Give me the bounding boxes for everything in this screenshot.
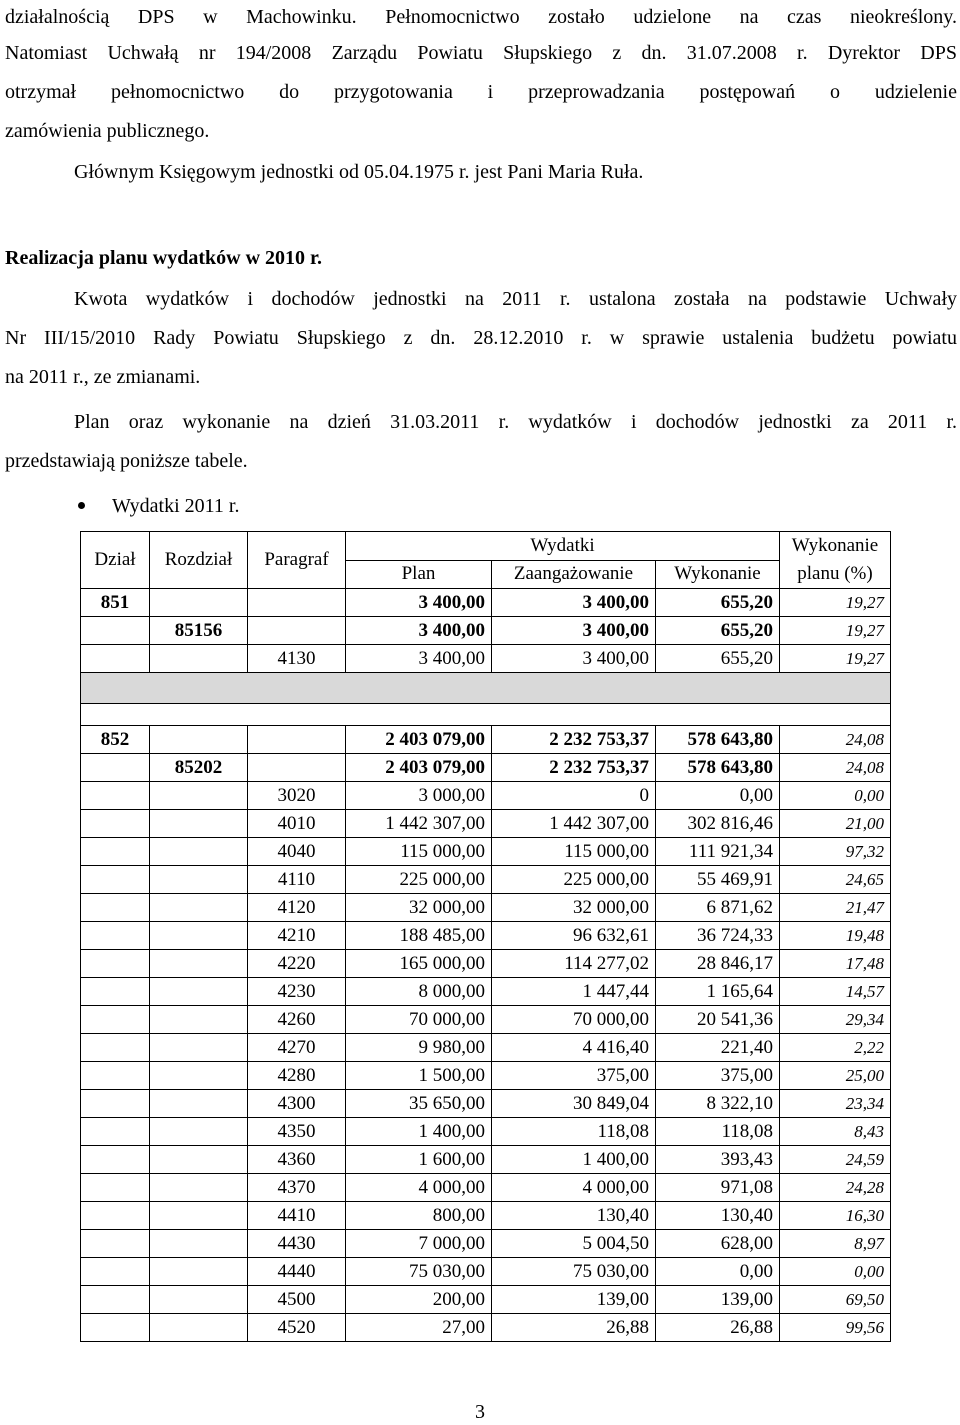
cell-dzial	[81, 810, 150, 838]
cell-procent: 21,00	[780, 810, 891, 838]
cell-procent: 99,56	[780, 1314, 891, 1342]
cell-procent: 8,43	[780, 1118, 891, 1146]
cell-dzial	[81, 1230, 150, 1258]
cell-zaangazowanie: 115 000,00	[492, 838, 656, 866]
cell-wykonanie: 28 846,17	[656, 950, 780, 978]
cell-plan: 115 000,00	[346, 838, 492, 866]
cell-wykonanie: 655,20	[656, 589, 780, 617]
cell-zaangazowanie: 96 632,61	[492, 922, 656, 950]
table-row	[81, 754, 891, 782]
header-paragraf: Paragraf	[248, 532, 346, 589]
cell-wykonanie: 6 871,62	[656, 894, 780, 922]
cell-wykonanie: 139,00	[656, 1286, 780, 1314]
cell-procent: 24,08	[780, 726, 891, 754]
cell-dzial: 851	[81, 589, 150, 617]
cell-rozdzial	[150, 1174, 248, 1202]
cell-paragraf: 4280	[248, 1062, 346, 1090]
cell-plan: 3 000,00	[346, 782, 492, 810]
cell-wykonanie: 8 322,10	[656, 1090, 780, 1118]
table-row	[81, 1062, 891, 1090]
cell-wykonanie: 375,00	[656, 1062, 780, 1090]
table-row	[81, 1034, 891, 1062]
cell-plan: 3 400,00	[346, 589, 492, 617]
cell-zaangazowanie: 130,40	[492, 1202, 656, 1230]
table-row	[81, 1174, 891, 1202]
cell-rozdzial	[150, 1202, 248, 1230]
paragraph-line: na 2011 r., ze zmianami.	[5, 366, 201, 388]
table-row	[81, 1286, 891, 1314]
paragraph-line: Kwota wydatków i dochodów jednostki na 2011 r. ustalona została na podstawie Uchwały	[74, 288, 957, 310]
cell-plan: 3 400,00	[346, 617, 492, 645]
cell-zaangazowanie: 3 400,00	[492, 617, 656, 645]
cell-rozdzial	[150, 922, 248, 950]
table-row	[81, 617, 891, 645]
cell-paragraf: 4130	[248, 645, 346, 673]
cell-paragraf: 4410	[248, 1202, 346, 1230]
cell-wykonanie: 55 469,91	[656, 866, 780, 894]
cell-plan: 27,00	[346, 1314, 492, 1342]
cell-zaangazowanie: 32 000,00	[492, 894, 656, 922]
cell-wykonanie: 655,20	[656, 617, 780, 645]
cell-procent: 0,00	[780, 782, 891, 810]
cell-dzial	[81, 754, 150, 782]
table-row	[81, 1258, 891, 1286]
cell-dzial	[81, 1202, 150, 1230]
cell-paragraf: 4370	[248, 1174, 346, 1202]
cell-rozdzial	[150, 810, 248, 838]
cell-procent: 97,32	[780, 838, 891, 866]
cell-zaangazowanie: 1 447,44	[492, 978, 656, 1006]
table-row	[81, 978, 891, 1006]
cell-rozdzial	[150, 1034, 248, 1062]
cell-zaangazowanie: 139,00	[492, 1286, 656, 1314]
cell-wykonanie: 36 724,33	[656, 922, 780, 950]
cell-zaangazowanie: 114 277,02	[492, 950, 656, 978]
table-row	[81, 1314, 891, 1342]
cell-dzial	[81, 1146, 150, 1174]
paragraph-line: działalnością DPS w Machowinku. Pełnomocnictwo zostało udzielone na czas nieokreślony.	[5, 6, 957, 28]
cell-dzial: 852	[81, 726, 150, 754]
section-heading: Realizacja planu wydatków w 2010 r.	[5, 247, 323, 269]
cell-procent: 23,34	[780, 1090, 891, 1118]
cell-rozdzial	[150, 1286, 248, 1314]
cell-wykonanie: 130,40	[656, 1202, 780, 1230]
cell-rozdzial	[150, 978, 248, 1006]
cell-wykonanie: 0,00	[656, 1258, 780, 1286]
table-row	[81, 1146, 891, 1174]
cell-procent: 29,34	[780, 1006, 891, 1034]
table-row	[81, 589, 891, 617]
cell-zaangazowanie: 0	[492, 782, 656, 810]
cell-plan: 188 485,00	[346, 922, 492, 950]
cell-wykonanie: 628,00	[656, 1230, 780, 1258]
table-row	[81, 782, 891, 810]
cell-dzial	[81, 1174, 150, 1202]
table-row	[81, 838, 891, 866]
cell-paragraf: 4270	[248, 1034, 346, 1062]
cell-procent: 8,97	[780, 1230, 891, 1258]
paragraph-line: zamówienia publicznego.	[5, 120, 210, 142]
paragraph-line: Natomiast Uchwałą nr 194/2008 Zarządu Powiatu Słupskiego z dn. 31.07.2008 r. Dyrektor DPS	[5, 42, 957, 64]
cell-paragraf: 4500	[248, 1286, 346, 1314]
cell-zaangazowanie: 75 030,00	[492, 1258, 656, 1286]
cell-rozdzial	[150, 1062, 248, 1090]
cell-zaangazowanie: 1 442 307,00	[492, 810, 656, 838]
cell-zaangazowanie: 4 416,40	[492, 1034, 656, 1062]
cell-wykonanie: 20 541,36	[656, 1006, 780, 1034]
cell-plan: 200,00	[346, 1286, 492, 1314]
cell-rozdzial	[150, 589, 248, 617]
cell-paragraf: 4350	[248, 1118, 346, 1146]
cell-zaangazowanie: 2 232 753,37	[492, 726, 656, 754]
cell-paragraf: 4260	[248, 1006, 346, 1034]
header-wykonanie-planu: Wykonanie planu (%)	[780, 532, 891, 589]
cell-dzial	[81, 922, 150, 950]
cell-procent: 24,65	[780, 866, 891, 894]
cell-plan: 3 400,00	[346, 645, 492, 673]
cell-plan: 800,00	[346, 1202, 492, 1230]
cell-plan: 7 000,00	[346, 1230, 492, 1258]
cell-dzial	[81, 645, 150, 673]
cell-plan: 1 442 307,00	[346, 810, 492, 838]
bullet-item	[78, 490, 239, 522]
cell-procent: 14,57	[780, 978, 891, 1006]
header-wydatki: Wydatki	[346, 532, 780, 561]
cell-dzial	[81, 978, 150, 1006]
cell-paragraf: 4220	[248, 950, 346, 978]
cell-wykonanie: 1 165,64	[656, 978, 780, 1006]
paragraph-line: otrzymał pełnomocnictwo do przygotowania i przeprowadzania postępowań o udzielenie	[5, 81, 957, 103]
cell-zaangazowanie: 3 400,00	[492, 645, 656, 673]
cell-zaangazowanie: 26,88	[492, 1314, 656, 1342]
cell-dzial	[81, 894, 150, 922]
cell-rozdzial	[150, 1230, 248, 1258]
cell-paragraf	[248, 589, 346, 617]
table-row	[81, 922, 891, 950]
cell-paragraf: 4430	[248, 1230, 346, 1258]
cell-procent: 17,48	[780, 950, 891, 978]
cell-rozdzial	[150, 950, 248, 978]
cell-procent: 19,27	[780, 589, 891, 617]
cell-paragraf: 3020	[248, 782, 346, 810]
cell-dzial	[81, 617, 150, 645]
cell-zaangazowanie: 4 000,00	[492, 1174, 656, 1202]
cell-dzial	[81, 838, 150, 866]
cell-wykonanie: 655,20	[656, 645, 780, 673]
cell-dzial	[81, 1286, 150, 1314]
cell-plan: 1 600,00	[346, 1146, 492, 1174]
header-wykonanie: Wykonanie	[656, 560, 780, 589]
cell-rozdzial	[150, 645, 248, 673]
paragraph-line: przedstawiają poniższe tabele.	[5, 450, 248, 472]
cell-procent: 19,48	[780, 922, 891, 950]
cell-rozdzial	[150, 894, 248, 922]
table-row	[81, 1090, 891, 1118]
cell-wykonanie: 26,88	[656, 1314, 780, 1342]
cell-rozdzial	[150, 866, 248, 894]
cell-dzial	[81, 1006, 150, 1034]
cell-plan: 1 400,00	[346, 1118, 492, 1146]
table-row	[81, 1202, 891, 1230]
table-row	[81, 1006, 891, 1034]
table-row	[81, 866, 891, 894]
cell-procent: 0,00	[780, 1258, 891, 1286]
cell-dzial	[81, 866, 150, 894]
cell-plan: 9 980,00	[346, 1034, 492, 1062]
cell-procent: 24,28	[780, 1174, 891, 1202]
table-row	[81, 726, 891, 754]
cell-paragraf: 4440	[248, 1258, 346, 1286]
cell-wykonanie: 221,40	[656, 1034, 780, 1062]
cell-procent: 19,27	[780, 617, 891, 645]
cell-rozdzial	[150, 1006, 248, 1034]
cell-rozdzial	[150, 1258, 248, 1286]
table-row	[81, 1118, 891, 1146]
cell-rozdzial	[150, 1146, 248, 1174]
cell-plan: 8 000,00	[346, 978, 492, 1006]
cell-rozdzial	[150, 1090, 248, 1118]
cell-dzial	[81, 782, 150, 810]
cell-paragraf	[248, 754, 346, 782]
cell-rozdzial	[150, 838, 248, 866]
expenditure-table	[80, 531, 891, 1342]
table-row	[81, 950, 891, 978]
spacer-row	[81, 673, 891, 704]
cell-procent: 24,08	[780, 754, 891, 782]
cell-zaangazowanie: 30 849,04	[492, 1090, 656, 1118]
cell-paragraf	[248, 726, 346, 754]
cell-paragraf: 4010	[248, 810, 346, 838]
cell-wykonanie: 302 816,46	[656, 810, 780, 838]
cell-wykonanie: 118,08	[656, 1118, 780, 1146]
cell-rozdzial	[150, 1314, 248, 1342]
cell-wykonanie: 393,43	[656, 1146, 780, 1174]
cell-dzial	[81, 950, 150, 978]
cell-rozdzial	[150, 1118, 248, 1146]
cell-zaangazowanie: 1 400,00	[492, 1146, 656, 1174]
cell-paragraf: 4300	[248, 1090, 346, 1118]
cell-plan: 1 500,00	[346, 1062, 492, 1090]
cell-paragraf: 4120	[248, 894, 346, 922]
cell-dzial	[81, 1062, 150, 1090]
cell-paragraf: 4110	[248, 866, 346, 894]
cell-procent: 19,27	[780, 645, 891, 673]
table-row	[81, 1230, 891, 1258]
cell-procent: 2,22	[780, 1034, 891, 1062]
cell-dzial	[81, 1118, 150, 1146]
cell-procent: 69,50	[780, 1286, 891, 1314]
cell-plan: 225 000,00	[346, 866, 492, 894]
header-zaangazowanie: Zaangażowanie	[492, 560, 656, 589]
cell-procent: 21,47	[780, 894, 891, 922]
table-row	[81, 810, 891, 838]
cell-procent: 16,30	[780, 1202, 891, 1230]
cell-zaangazowanie: 375,00	[492, 1062, 656, 1090]
cell-wykonanie: 578 643,80	[656, 726, 780, 754]
cell-zaangazowanie: 70 000,00	[492, 1006, 656, 1034]
cell-zaangazowanie: 3 400,00	[492, 589, 656, 617]
cell-plan: 2 403 079,00	[346, 726, 492, 754]
cell-paragraf: 4210	[248, 922, 346, 950]
cell-dzial	[81, 1034, 150, 1062]
cell-dzial	[81, 1314, 150, 1342]
cell-paragraf	[248, 617, 346, 645]
header-plan: Plan	[346, 560, 492, 589]
cell-rozdzial: 85156	[150, 617, 248, 645]
header-rozdzial: Rozdział	[150, 532, 248, 589]
cell-zaangazowanie: 118,08	[492, 1118, 656, 1146]
paragraph-line: Plan oraz wykonanie na dzień 31.03.2011 r. wydatków i dochodów jednostki za 2011 r.	[74, 411, 957, 433]
cell-plan: 35 650,00	[346, 1090, 492, 1118]
cell-plan: 2 403 079,00	[346, 754, 492, 782]
cell-dzial	[81, 1090, 150, 1118]
cell-plan: 70 000,00	[346, 1006, 492, 1034]
cell-wykonanie: 111 921,34	[656, 838, 780, 866]
cell-rozdzial	[150, 726, 248, 754]
paragraph-line: Głównym Księgowym jednostki od 05.04.1975 r. jest Pani Maria Ruła.	[74, 161, 644, 183]
cell-paragraf: 4520	[248, 1314, 346, 1342]
cell-wykonanie: 578 643,80	[656, 754, 780, 782]
cell-procent: 25,00	[780, 1062, 891, 1090]
cell-plan: 75 030,00	[346, 1258, 492, 1286]
cell-rozdzial	[150, 782, 248, 810]
bullet-label: Wydatki 2011 r.	[112, 495, 240, 517]
cell-paragraf: 4230	[248, 978, 346, 1006]
cell-plan: 4 000,00	[346, 1174, 492, 1202]
header-dzial: Dział	[81, 532, 150, 589]
cell-zaangazowanie: 225 000,00	[492, 866, 656, 894]
table-row	[81, 645, 891, 673]
page-number: 3	[475, 1401, 485, 1423]
cell-zaangazowanie: 5 004,50	[492, 1230, 656, 1258]
spacer-row	[81, 704, 891, 726]
cell-paragraf: 4040	[248, 838, 346, 866]
table-row	[81, 894, 891, 922]
cell-procent: 24,59	[780, 1146, 891, 1174]
cell-rozdzial: 85202	[150, 754, 248, 782]
cell-plan: 165 000,00	[346, 950, 492, 978]
cell-paragraf: 4360	[248, 1146, 346, 1174]
paragraph-line: Nr III/15/2010 Rady Powiatu Słupskiego z dn. 28.12.2010 r. w sprawie ustalenia budżetu powiatu	[5, 327, 957, 349]
cell-wykonanie: 971,08	[656, 1174, 780, 1202]
cell-wykonanie: 0,00	[656, 782, 780, 810]
cell-dzial	[81, 1258, 150, 1286]
bullet-icon	[78, 502, 85, 509]
cell-zaangazowanie: 2 232 753,37	[492, 754, 656, 782]
cell-plan: 32 000,00	[346, 894, 492, 922]
